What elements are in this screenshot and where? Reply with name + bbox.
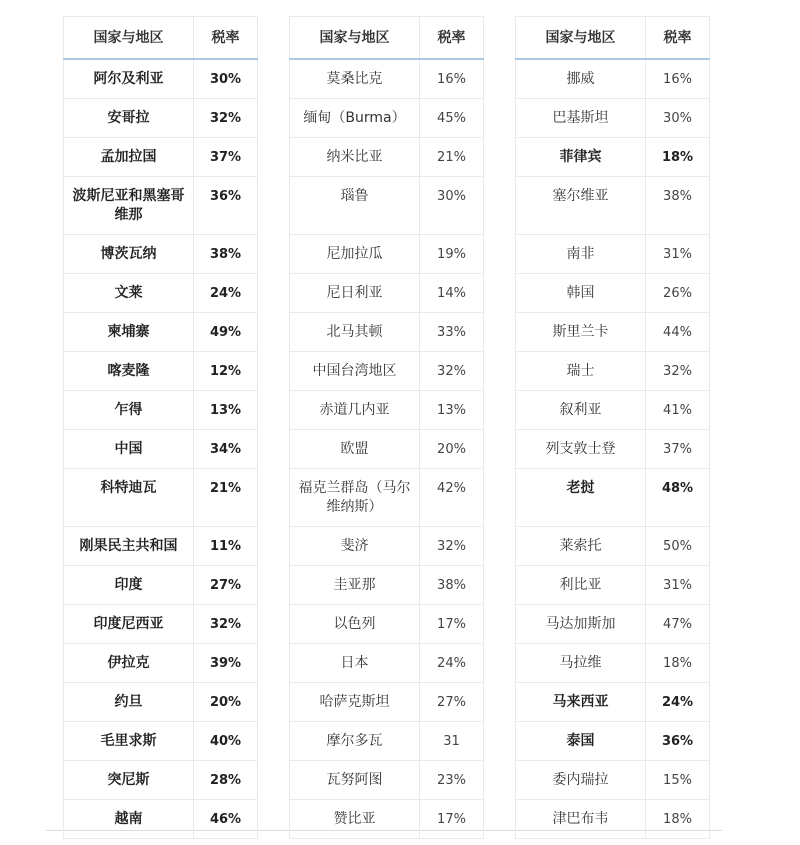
table-row <box>290 643 484 682</box>
country-cell: 博茨瓦纳 <box>64 234 194 273</box>
table-row <box>64 312 258 351</box>
tax-rate-cell: 12% <box>194 351 258 390</box>
country-cell: 文莱 <box>64 273 194 312</box>
tariff-table-3 <box>515 16 710 839</box>
country-cell: 中国台湾地区 <box>290 351 420 390</box>
country-cell: 挪威 <box>516 59 646 99</box>
country-cell: 北马其顿 <box>290 312 420 351</box>
tax-rate-cell: 28% <box>194 760 258 799</box>
table-row <box>290 565 484 604</box>
table-row <box>64 390 258 429</box>
table-row <box>290 273 484 312</box>
country-cell: 瑙鲁 <box>290 176 420 234</box>
tax-rate-cell: 46% <box>194 799 258 838</box>
tax-rate-cell: 47% <box>646 604 710 643</box>
table-row <box>64 137 258 176</box>
table-row <box>290 234 484 273</box>
table-row <box>516 468 710 526</box>
tax-rate-cell: 44% <box>646 312 710 351</box>
header-tax-rate: 税率 <box>420 17 484 59</box>
header-country-region: 国家与地区 <box>64 17 194 59</box>
table-row <box>516 565 710 604</box>
table-row <box>64 98 258 137</box>
tax-rate-cell: 36% <box>194 176 258 234</box>
table-row <box>516 526 710 565</box>
country-cell: 毛里求斯 <box>64 721 194 760</box>
country-cell: 科特迪瓦 <box>64 468 194 526</box>
table-row <box>290 604 484 643</box>
table-row <box>64 799 258 838</box>
country-cell: 柬埔寨 <box>64 312 194 351</box>
header-tax-rate: 税率 <box>194 17 258 59</box>
tax-rate-cell: 30% <box>194 59 258 99</box>
tariff-rate-sheet <box>46 16 722 831</box>
table-row <box>516 682 710 721</box>
country-cell: 塞尔维亚 <box>516 176 646 234</box>
country-cell: 瑞士 <box>516 351 646 390</box>
tax-rate-cell: 21% <box>420 137 484 176</box>
tax-rate-cell: 31% <box>646 234 710 273</box>
table-row <box>516 98 710 137</box>
country-cell: 摩尔多瓦 <box>290 721 420 760</box>
country-cell: 斐济 <box>290 526 420 565</box>
tax-rate-cell: 13% <box>420 390 484 429</box>
table-row <box>516 273 710 312</box>
tax-rate-cell: 16% <box>646 59 710 99</box>
tax-rate-cell: 18% <box>646 643 710 682</box>
country-cell: 斯里兰卡 <box>516 312 646 351</box>
country-cell: 莱索托 <box>516 526 646 565</box>
table-row <box>516 351 710 390</box>
country-cell: 突尼斯 <box>64 760 194 799</box>
header-country-region: 国家与地区 <box>290 17 420 59</box>
tax-rate-cell: 30% <box>646 98 710 137</box>
tax-rate-cell: 21% <box>194 468 258 526</box>
tax-rate-cell: 14% <box>420 273 484 312</box>
country-cell: 日本 <box>290 643 420 682</box>
tax-rate-cell: 38% <box>646 176 710 234</box>
table-row <box>64 176 258 234</box>
table-row <box>64 565 258 604</box>
tax-rate-cell: 49% <box>194 312 258 351</box>
country-cell: 哈萨克斯坦 <box>290 682 420 721</box>
tax-rate-cell: 16% <box>420 59 484 99</box>
table-row <box>290 312 484 351</box>
table-row <box>290 799 484 838</box>
country-cell: 中国 <box>64 429 194 468</box>
tax-rate-cell: 18% <box>646 799 710 838</box>
table-row <box>64 234 258 273</box>
country-cell: 赞比亚 <box>290 799 420 838</box>
table-row <box>64 273 258 312</box>
table-row <box>64 351 258 390</box>
country-cell: 马来西亚 <box>516 682 646 721</box>
country-cell: 赤道几内亚 <box>290 390 420 429</box>
tax-rate-cell: 32% <box>194 98 258 137</box>
country-cell: 波斯尼亚和黑塞哥维那 <box>64 176 194 234</box>
tax-rate-cell: 36% <box>646 721 710 760</box>
country-cell: 伊拉克 <box>64 643 194 682</box>
table-row <box>290 721 484 760</box>
country-cell: 莫桑比克 <box>290 59 420 99</box>
tax-rate-cell: 37% <box>646 429 710 468</box>
table-row <box>64 721 258 760</box>
country-cell: 尼加拉瓜 <box>290 234 420 273</box>
tax-rate-cell: 11% <box>194 526 258 565</box>
country-cell: 纳米比亚 <box>290 137 420 176</box>
table-row <box>516 643 710 682</box>
table-row <box>290 137 484 176</box>
country-cell: 阿尔及利亚 <box>64 59 194 99</box>
country-cell: 菲律宾 <box>516 137 646 176</box>
country-cell: 福克兰群岛（马尔维纳斯） <box>290 468 420 526</box>
country-cell: 巴基斯坦 <box>516 98 646 137</box>
table-row <box>516 721 710 760</box>
tax-rate-cell: 32% <box>420 526 484 565</box>
tax-rate-cell: 38% <box>194 234 258 273</box>
table-row <box>516 429 710 468</box>
tax-rate-cell: 13% <box>194 390 258 429</box>
tax-rate-cell: 27% <box>420 682 484 721</box>
table-row <box>516 176 710 234</box>
country-cell: 马拉维 <box>516 643 646 682</box>
tariff-table-1 <box>63 16 258 839</box>
table-row <box>290 176 484 234</box>
table-header-row <box>290 17 484 59</box>
tax-rate-cell: 23% <box>420 760 484 799</box>
table-row <box>516 234 710 273</box>
table-row <box>516 59 710 99</box>
country-cell: 老挝 <box>516 468 646 526</box>
table-row <box>290 526 484 565</box>
tax-rate-cell: 32% <box>646 351 710 390</box>
tax-rate-cell: 17% <box>420 604 484 643</box>
table-row <box>290 429 484 468</box>
tax-rate-cell: 40% <box>194 721 258 760</box>
country-cell: 尼日利亚 <box>290 273 420 312</box>
country-cell: 以色列 <box>290 604 420 643</box>
table-row <box>290 390 484 429</box>
country-cell: 印度 <box>64 565 194 604</box>
country-cell: 欧盟 <box>290 429 420 468</box>
tax-rate-cell: 37% <box>194 137 258 176</box>
tax-rate-cell: 31 <box>420 721 484 760</box>
table-row <box>64 59 258 99</box>
tax-rate-cell: 24% <box>646 682 710 721</box>
table-row <box>64 468 258 526</box>
country-cell: 南非 <box>516 234 646 273</box>
country-cell: 安哥拉 <box>64 98 194 137</box>
header-tax-rate: 税率 <box>646 17 710 59</box>
table-row <box>64 760 258 799</box>
table-row <box>290 351 484 390</box>
tax-rate-cell: 50% <box>646 526 710 565</box>
tax-rate-cell: 32% <box>194 604 258 643</box>
table-row <box>516 799 710 838</box>
tax-rate-cell: 31% <box>646 565 710 604</box>
tax-rate-cell: 20% <box>194 682 258 721</box>
tax-rate-cell: 34% <box>194 429 258 468</box>
country-cell: 津巴布韦 <box>516 799 646 838</box>
table-row <box>516 604 710 643</box>
country-cell: 列支敦士登 <box>516 429 646 468</box>
tax-rate-cell: 18% <box>646 137 710 176</box>
country-cell: 越南 <box>64 799 194 838</box>
country-cell: 孟加拉国 <box>64 137 194 176</box>
country-cell: 泰国 <box>516 721 646 760</box>
country-cell: 缅甸（Burma） <box>290 98 420 137</box>
table-row <box>64 604 258 643</box>
table-row <box>290 760 484 799</box>
tax-rate-cell: 42% <box>420 468 484 526</box>
table-row <box>290 98 484 137</box>
table-header-row <box>64 17 258 59</box>
country-cell: 喀麦隆 <box>64 351 194 390</box>
tax-rate-cell: 15% <box>646 760 710 799</box>
table-row <box>290 468 484 526</box>
tax-rate-cell: 39% <box>194 643 258 682</box>
country-cell: 叙利亚 <box>516 390 646 429</box>
tax-rate-cell: 32% <box>420 351 484 390</box>
country-cell: 利比亚 <box>516 565 646 604</box>
tax-rate-cell: 20% <box>420 429 484 468</box>
country-cell: 圭亚那 <box>290 565 420 604</box>
table-row <box>64 682 258 721</box>
country-cell: 刚果民主共和国 <box>64 526 194 565</box>
tax-rate-cell: 30% <box>420 176 484 234</box>
tax-rate-cell: 38% <box>420 565 484 604</box>
country-cell: 约旦 <box>64 682 194 721</box>
table-header-row <box>516 17 710 59</box>
tax-rate-cell: 19% <box>420 234 484 273</box>
table-row <box>516 312 710 351</box>
tax-rate-cell: 45% <box>420 98 484 137</box>
table-row <box>64 643 258 682</box>
tax-rate-cell: 33% <box>420 312 484 351</box>
country-cell: 韩国 <box>516 273 646 312</box>
table-row <box>516 760 710 799</box>
table-row <box>64 526 258 565</box>
country-cell: 瓦努阿图 <box>290 760 420 799</box>
tax-rate-cell: 27% <box>194 565 258 604</box>
country-cell: 委内瑞拉 <box>516 760 646 799</box>
country-cell: 印度尼西亚 <box>64 604 194 643</box>
table-row <box>516 390 710 429</box>
tax-rate-cell: 48% <box>646 468 710 526</box>
table-row <box>64 429 258 468</box>
tax-rate-cell: 24% <box>420 643 484 682</box>
country-cell: 马达加斯加 <box>516 604 646 643</box>
tax-rate-cell: 17% <box>420 799 484 838</box>
tariff-table-2 <box>289 16 484 839</box>
table-row <box>516 137 710 176</box>
country-cell: 乍得 <box>64 390 194 429</box>
table-row <box>290 59 484 99</box>
tax-rate-cell: 41% <box>646 390 710 429</box>
header-country-region: 国家与地区 <box>516 17 646 59</box>
tax-rate-cell: 24% <box>194 273 258 312</box>
tax-rate-cell: 26% <box>646 273 710 312</box>
table-row <box>290 682 484 721</box>
